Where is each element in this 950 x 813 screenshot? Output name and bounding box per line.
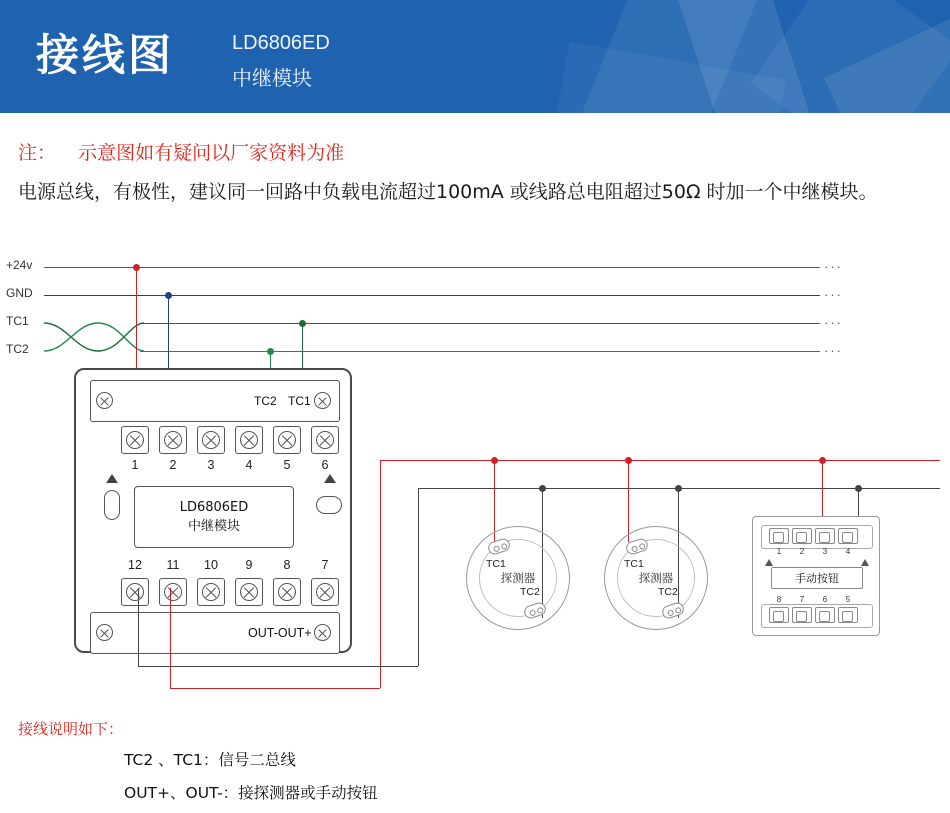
footer-line-1: TC2 、TC1：信号二总线 (124, 751, 296, 769)
twisted-pair-icon (40, 314, 146, 360)
manual-number: 3 (822, 547, 828, 556)
manual-button-label: 手动按钮 (771, 567, 863, 589)
indicator-led-left (104, 490, 120, 520)
top-terminal-label-tc1: TC1 (288, 394, 311, 408)
note-header (18, 138, 344, 165)
junction-dot (539, 485, 546, 492)
manual-terminal-3[interactable] (815, 528, 835, 544)
terminal-screw-1[interactable] (121, 426, 149, 454)
module-type: 中继模块 (187, 519, 240, 534)
top-terminal-numbers (121, 458, 339, 472)
module-name: LD6806ED (179, 500, 249, 515)
junction-dot (855, 485, 862, 492)
product-model: LD6806ED (232, 32, 330, 54)
page-banner (0, 0, 950, 113)
terminal-screw-9[interactable] (235, 578, 263, 606)
detector-label: 探测器 (638, 571, 674, 585)
terminal-screw-3[interactable] (197, 426, 225, 454)
wiring-diagram (0, 248, 950, 718)
terminal-screw-6[interactable] (311, 426, 339, 454)
triangle-marker-right-icon (861, 559, 869, 566)
bus-label-gnd: GND (6, 286, 33, 300)
bus-label-24v: +24v (6, 258, 33, 272)
junction-dot (165, 292, 172, 299)
terminal-screw-2[interactable] (159, 426, 187, 454)
terminal-number: 2 (169, 458, 177, 472)
footer-line-2: OUT+、OUT-：接探测器或手动按钮 (124, 784, 378, 802)
detector-pin-label-tc2: TC2 (520, 586, 540, 598)
manual-tap-dark (858, 488, 859, 518)
bus-line-gnd (44, 295, 820, 296)
terminal-number: 4 (245, 458, 253, 472)
out-minus-wire-horizontal (138, 666, 418, 667)
junction-dot (299, 320, 306, 327)
screw-icon (314, 624, 331, 641)
bus-continuation-tc2: ··· (824, 343, 843, 358)
junction-dot (675, 485, 682, 492)
out-plus-wire-up (380, 460, 381, 688)
triangle-marker-right-icon (324, 474, 336, 483)
relay-module (74, 368, 352, 653)
terminal-number: 7 (321, 558, 329, 572)
manual-terminal-4[interactable] (838, 528, 858, 544)
terminal-number: 8 (283, 558, 291, 572)
bus-continuation-tc1: ··· (824, 315, 843, 330)
terminal-number: 5 (283, 458, 291, 472)
bus-label-tc2: TC2 (6, 342, 29, 356)
footer-title: 接线说明如下： (18, 720, 124, 738)
indicator-led-right (316, 496, 342, 514)
manual-number: 5 (845, 595, 851, 604)
terminal-screw-5[interactable] (273, 426, 301, 454)
manual-terminal-2[interactable] (792, 528, 812, 544)
terminal-screw-8[interactable] (273, 578, 301, 606)
bus-line-tc2 (140, 351, 820, 352)
manual-tap-red (822, 460, 823, 518)
module-nameplate (134, 486, 294, 548)
manual-button-device (752, 516, 880, 636)
bus-line-tc1 (140, 323, 820, 324)
terminal-number: 10 (204, 558, 218, 572)
product-subtitle: 中继模块 (232, 66, 312, 90)
terminal-screw-4[interactable] (235, 426, 263, 454)
manual-number: 4 (845, 547, 851, 556)
note-label: 注： (18, 142, 57, 164)
detector-device-1 (466, 526, 570, 630)
bus-continuation-24v: ··· (824, 259, 843, 274)
manual-number: 8 (776, 595, 782, 604)
screw-icon (96, 392, 113, 409)
manual-number: 1 (776, 547, 782, 556)
manual-number: 6 (822, 595, 828, 604)
manual-number: 7 (799, 595, 805, 604)
top-screw-terminals (121, 426, 339, 454)
screw-icon (314, 392, 331, 409)
terminal-screw-11[interactable] (159, 578, 187, 606)
terminal-number: 6 (321, 458, 329, 472)
junction-dot (133, 264, 140, 271)
bottom-terminal-label-out: OUT-OUT+ (248, 626, 312, 640)
detector-label: 探测器 (500, 571, 536, 585)
out-minus-wire-down (138, 588, 139, 666)
top-terminal-label-tc2: TC2 (254, 394, 277, 408)
terminal-number: 3 (207, 458, 215, 472)
bottom-screw-terminals (121, 578, 339, 606)
terminal-number: 1 (131, 458, 139, 472)
manual-terminal-1[interactable] (769, 528, 789, 544)
screw-icon (96, 624, 113, 641)
terminal-screw-12[interactable] (121, 578, 149, 606)
triangle-marker-left-icon (106, 474, 118, 483)
out-plus-wire-down (170, 588, 171, 688)
manual-bottom-numbers (769, 595, 858, 604)
out-minus-wire-up (418, 488, 419, 666)
junction-dot (267, 348, 274, 355)
terminal-screw-10[interactable] (197, 578, 225, 606)
detector-pin-label-tc2: TC2 (658, 586, 678, 598)
bottom-terminal-numbers (121, 558, 339, 572)
out-plus-wire-horizontal (170, 688, 380, 689)
out-plus-bus (380, 460, 940, 461)
terminal-screw-7[interactable] (311, 578, 339, 606)
terminal-number: 9 (245, 558, 253, 572)
bus-continuation-gnd: ··· (824, 287, 843, 302)
detector-device-2 (604, 526, 708, 630)
page-title: 接线图 (36, 31, 174, 81)
detector-pin-label-tc1: TC1 (486, 558, 506, 570)
note-warning: 示意图如有疑问以厂家资料为准 (78, 142, 345, 164)
detector-pin-label-tc1: TC1 (624, 558, 644, 570)
terminal-number: 12 (128, 558, 142, 572)
manual-number: 2 (799, 547, 805, 556)
note-body: 电源总线，有极性，建议同一回路中负载电流超过100mA 或线路总电阻超过50Ω 时加一个中继模块。 (18, 181, 878, 203)
junction-dot (625, 457, 632, 464)
bus-line-24v (44, 267, 820, 268)
triangle-marker-left-icon (765, 559, 773, 566)
junction-dot (819, 457, 826, 464)
junction-dot (491, 457, 498, 464)
bus-label-tc1: TC1 (6, 314, 29, 328)
terminal-number: 11 (166, 558, 180, 572)
manual-top-terminals (769, 528, 858, 544)
manual-top-numbers (769, 547, 858, 556)
manual-bottom-strip (761, 604, 873, 628)
